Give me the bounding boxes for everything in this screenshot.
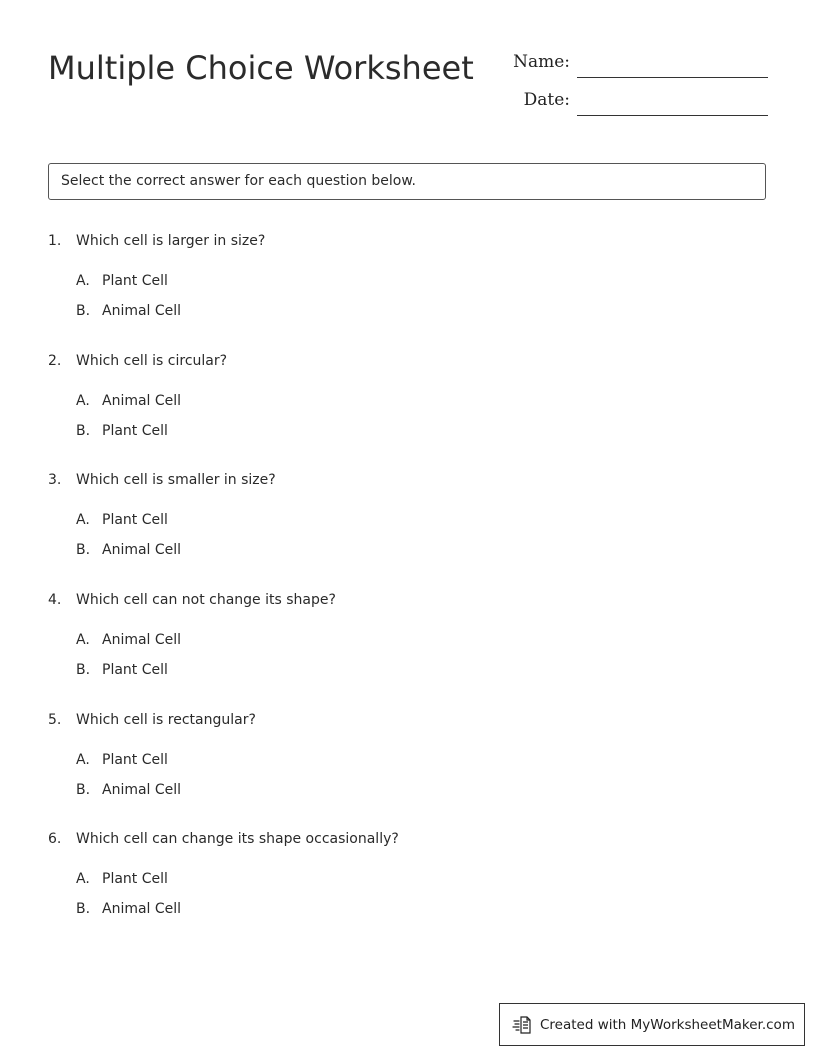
option-letter: A. xyxy=(76,512,90,528)
option-text: Animal Cell xyxy=(102,901,182,917)
answer-option-b[interactable] xyxy=(48,540,748,570)
worksheet-title: Multiple Choice Worksheet xyxy=(48,49,474,87)
answer-option-a[interactable] xyxy=(48,750,748,780)
option-text: Animal Cell xyxy=(102,393,182,409)
question-text: Which cell is larger in size? xyxy=(76,233,266,249)
question-2 xyxy=(48,351,748,451)
option-letter: A. xyxy=(76,632,90,648)
question-number: 5. xyxy=(48,712,62,728)
question-6 xyxy=(48,829,748,929)
answer-option-b[interactable] xyxy=(48,301,748,331)
name-label: Name: xyxy=(513,52,570,72)
instructions-box: Select the correct answer for each question below. xyxy=(48,163,766,200)
option-text: Animal Cell xyxy=(102,782,182,798)
option-letter: B. xyxy=(76,662,91,678)
question-prompt xyxy=(48,829,748,849)
question-prompt xyxy=(48,710,748,730)
option-letter: A. xyxy=(76,752,90,768)
question-text: Which cell is rectangular? xyxy=(76,712,256,728)
answer-option-b[interactable] xyxy=(48,660,748,690)
answer-options xyxy=(48,391,748,451)
option-letter: B. xyxy=(76,423,91,439)
question-prompt xyxy=(48,231,748,251)
answer-option-a[interactable] xyxy=(48,271,748,301)
name-field[interactable] xyxy=(500,52,768,78)
date-label: Date: xyxy=(523,90,570,110)
question-3 xyxy=(48,470,748,570)
option-text: Plant Cell xyxy=(102,871,168,887)
option-text: Plant Cell xyxy=(102,512,168,528)
answer-option-a[interactable] xyxy=(48,869,748,899)
question-number: 6. xyxy=(48,831,62,847)
question-5 xyxy=(48,710,748,810)
question-1 xyxy=(48,231,748,331)
option-letter: B. xyxy=(76,542,91,558)
date-input-line[interactable] xyxy=(577,115,768,116)
answer-option-a[interactable] xyxy=(48,630,748,660)
answer-option-b[interactable] xyxy=(48,421,748,451)
question-text: Which cell is circular? xyxy=(76,353,228,369)
question-4 xyxy=(48,590,748,690)
answer-option-a[interactable] xyxy=(48,510,748,540)
created-with-badge[interactable] xyxy=(499,1003,805,1046)
answer-option-a[interactable] xyxy=(48,391,748,421)
option-text: Plant Cell xyxy=(102,752,168,768)
option-text: Animal Cell xyxy=(102,632,182,648)
question-number: 2. xyxy=(48,353,62,369)
question-text: Which cell can change its shape occasionally? xyxy=(76,831,399,847)
option-text: Plant Cell xyxy=(102,273,168,289)
question-prompt xyxy=(48,470,748,490)
question-number: 1. xyxy=(48,233,62,249)
worksheet-maker-logo-icon xyxy=(512,1014,534,1036)
option-letter: B. xyxy=(76,782,91,798)
option-letter: A. xyxy=(76,871,90,887)
option-text: Animal Cell xyxy=(102,542,182,558)
question-text: Which cell is smaller in size? xyxy=(76,472,276,488)
option-text: Animal Cell xyxy=(102,303,182,319)
question-number: 4. xyxy=(48,592,62,608)
option-letter: A. xyxy=(76,393,90,409)
footer-text: Created with MyWorksheetMaker.com xyxy=(540,1016,795,1033)
date-field[interactable] xyxy=(500,90,768,116)
answer-option-b[interactable] xyxy=(48,899,748,929)
option-letter: B. xyxy=(76,303,91,319)
question-number: 3. xyxy=(48,472,62,488)
answer-options xyxy=(48,271,748,331)
option-text: Plant Cell xyxy=(102,662,168,678)
answer-options xyxy=(48,510,748,570)
question-prompt xyxy=(48,590,748,610)
question-prompt xyxy=(48,351,748,371)
answer-options xyxy=(48,630,748,690)
answer-option-b[interactable] xyxy=(48,780,748,810)
option-letter: B. xyxy=(76,901,91,917)
question-text: Which cell can not change its shape? xyxy=(76,592,336,608)
name-input-line[interactable] xyxy=(577,77,768,78)
option-text: Plant Cell xyxy=(102,423,168,439)
answer-options xyxy=(48,869,748,929)
answer-options xyxy=(48,750,748,810)
option-letter: A. xyxy=(76,273,90,289)
